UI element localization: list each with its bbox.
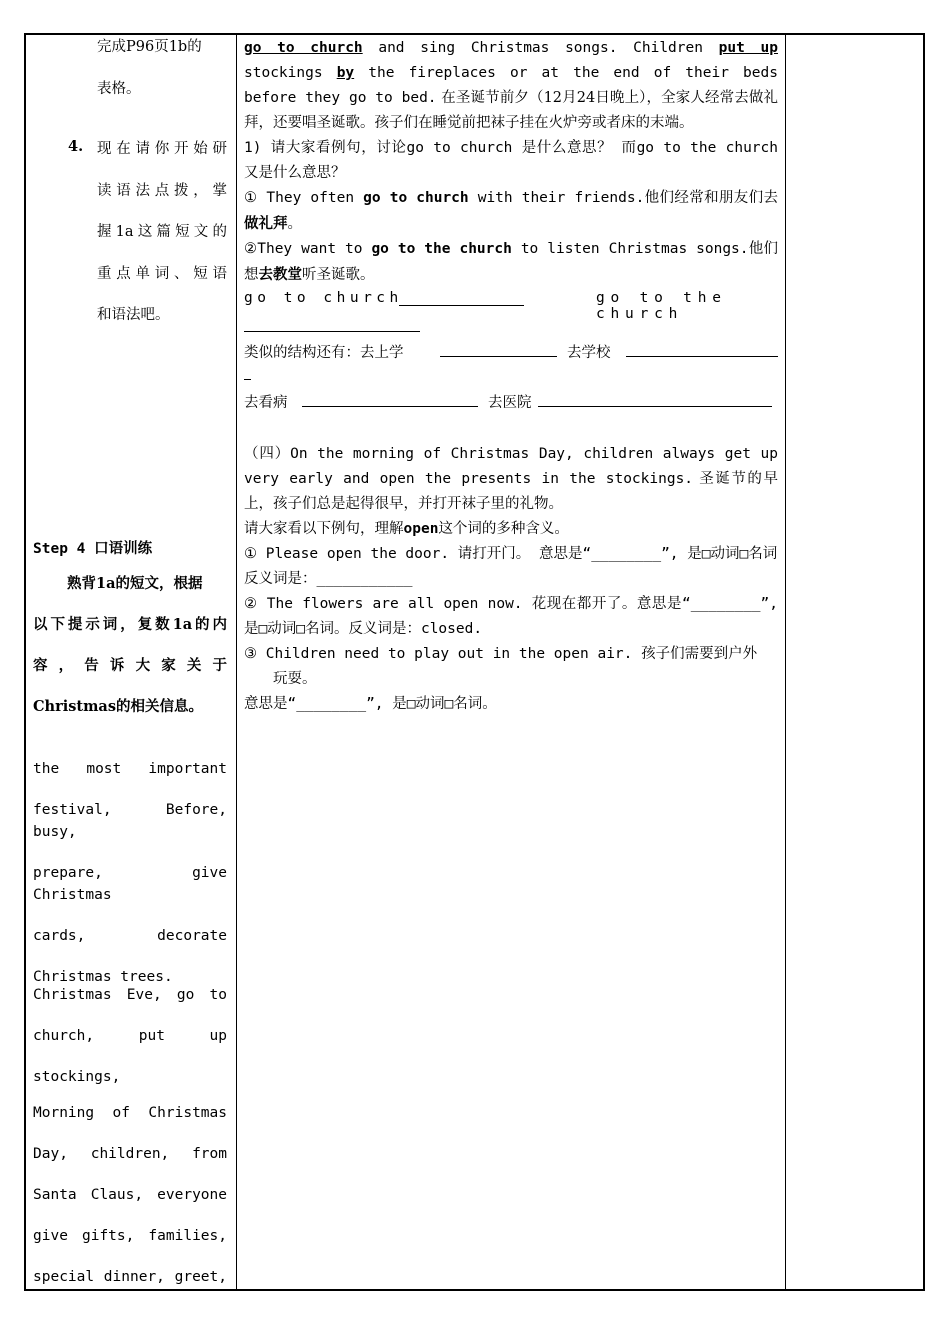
- hint-words-3: Morning of Christmas Day, children, from Santa Claus, everyone give gifts, families, special dinner, greet,: [33, 1105, 227, 1285]
- fill-hospital: 去看病 去医院: [244, 388, 778, 434]
- blank-go-to-hospital[interactable]: [538, 405, 772, 407]
- open-example-1-antonym: 反义词是：___________: [244, 571, 413, 587]
- question-1: 1) 请大家看例句，讨论go to church 是什么意思？ 而go to the church又是什么意思？: [244, 140, 778, 181]
- open-example-3-meaning: 意思是“________”, 是□动词□名词。: [244, 696, 497, 712]
- step4-section: Step 4 口语训练 熟背1a的短文，根据 以下提示词，复数1a的内 容，告诉大家关于 Christmas的相关信息。: [33, 538, 227, 718]
- paragraph-christmas-eve: go to church and sing Christmas songs. Children put up stockings by the fireplaces or at the end of their beds before they go to bed. 在圣诞节前夕（12月24日晚上），全家人经常去做礼拜，还要唱圣诞歌。孩子们在睡觉前把袜子挂在火炉旁或者床的末端。: [244, 40, 778, 131]
- example-1: ① They often go to church with their friends.他们经常和朋友们去做礼拜。: [244, 190, 778, 232]
- item4-number: 4.: [68, 138, 84, 155]
- example-2: ②They want to go to the church to listen Christmas songs.他们想去教堂听圣诞歌。: [244, 241, 779, 283]
- fill-go-to-church: go to church go to the church: [244, 288, 778, 338]
- left-column: [33, 36, 227, 1285]
- item3-continuation: 完成P96页1b的 表格。: [97, 39, 202, 97]
- paragraph-christmas-morning: （四）On the morning of Christmas Day, children always get up very early and open the presents in the stockings. 圣诞节的早上，孩子们总是起得很早，并打开袜子里的礼物。: [244, 446, 778, 512]
- blank-go-to-school[interactable]: [440, 355, 557, 357]
- fill-similar-structures: 类似的结构还有：去上学 去学校: [244, 338, 778, 388]
- hint-words-1: the most important festival, Before, busy, prepare, give Christmas cards, decorate Christmas trees.: [33, 761, 227, 985]
- open-example-3: ③ Children need to play out in the open air. 孩子们需要到户外: [244, 646, 758, 662]
- hint-words-2: Christmas Eve, go to church, put up stockings,: [33, 987, 227, 1085]
- column-divider-1: [236, 33, 237, 1290]
- blank-go-to-the-church[interactable]: [244, 330, 420, 332]
- blank-go-to-church[interactable]: [399, 304, 524, 306]
- step4-title: Step 4 口语训练: [33, 541, 153, 557]
- blank-go-to-the-school[interactable]: [626, 355, 778, 357]
- item4-text: 现在请你开始研 读语法点拨，掌 握1a这篇短文的 重点单词、短语 和语法吧。: [97, 141, 227, 323]
- open-example-2: ② The flowers are all open now. 花现在都开了。意思是“________”, 是□动词□名词。反义词是：closed.: [244, 596, 778, 637]
- column-divider-2: [785, 33, 786, 1290]
- table-border-top: [24, 33, 925, 35]
- table-border-left: [24, 33, 26, 1290]
- table-border-right: [923, 33, 925, 1290]
- middle-column: go to church and sing Christmas songs. Children put up stockings by the fireplaces or at the end of their beds before they go to bed. 在圣诞节前夕（12月24日晚上），全家人经常去做礼拜，还要唱圣诞歌。孩子们在睡觉前把袜子挂在火炉旁或者床的末端。 1) 请大家看例句，讨论go to church 是什么意思？ 而go to the church又是什么意思？ ① They often go to church with their friends.他们经常和朋友们去做礼拜。 ②They want to go to the church to listen Christmas songs.他们想去教堂听圣诞歌。 go to church go to the church 类似的结构还有：去上学 去学校 去看病 去医院 （四）On the morning of Christmas Day, children always get up very early and open the presents in the stockings. 圣诞节的早上，孩子们总是起得很早，并打开袜子里的礼物。 请大家看以下例句，理解open这个词的多种含义。 ① Please open the door. 请打开门。 意思是“________”, 是□动词□名词 反义词是：___________ ② The flowers are all open now. 花现在都开了。意思是“________”, 是□动词□名词。反义词是：closed. ③ Children need to play out in the open air. 孩子们需要到户外 玩耍。 意思是“________”, 是□动词□名词。: [244, 36, 778, 717]
- open-intro: 请大家看以下例句，理解open这个词的多种含义。: [244, 521, 569, 537]
- open-example-1: ① Please open the door. 请打开门。 意思是“________”, 是□动词□名词: [244, 546, 778, 562]
- blank-see-doctor[interactable]: [302, 405, 478, 407]
- table-border-bottom: [24, 1289, 925, 1291]
